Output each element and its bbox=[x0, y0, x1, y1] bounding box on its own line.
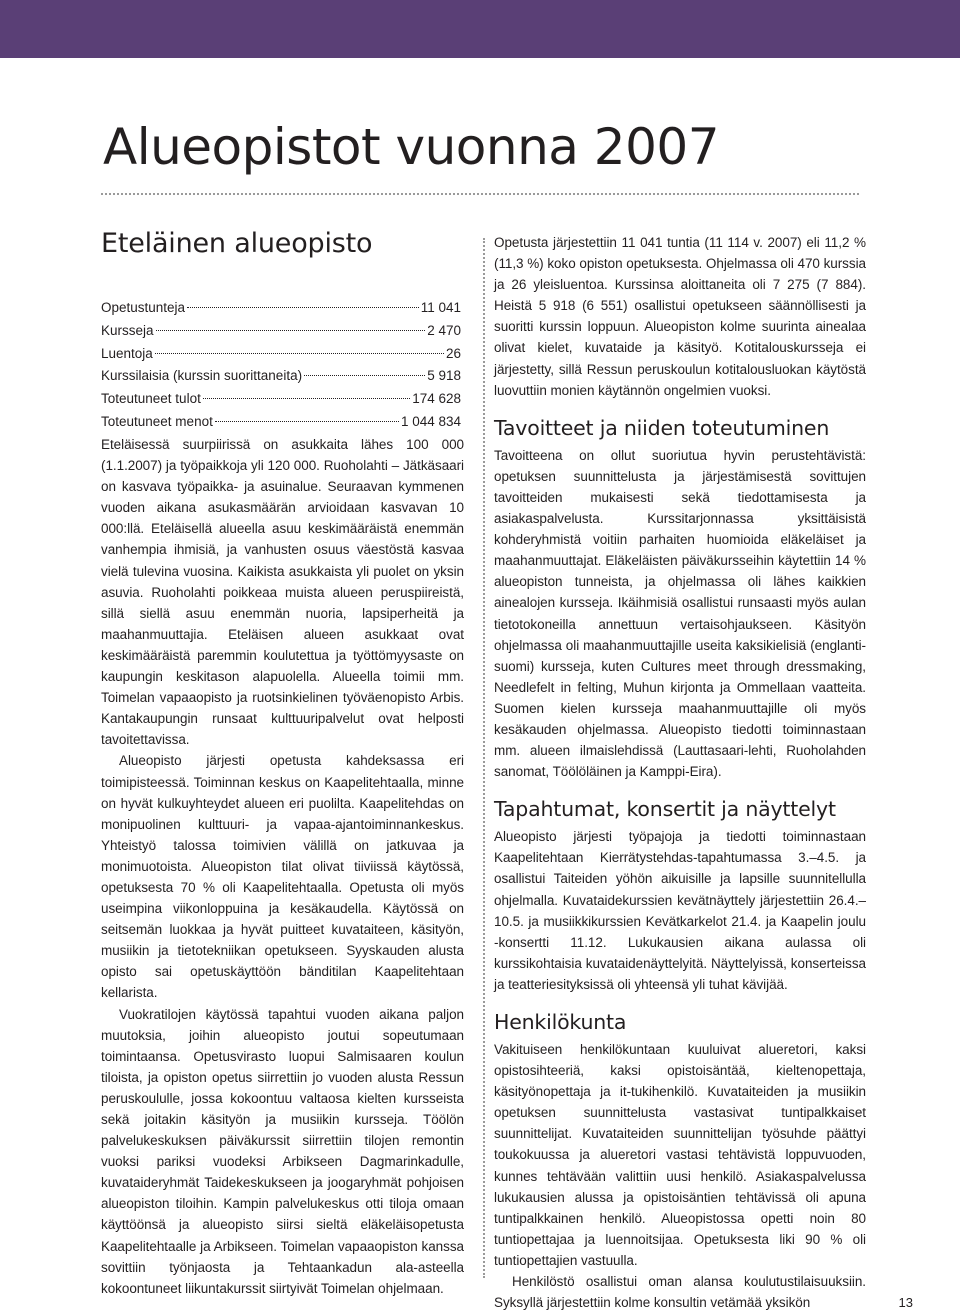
stat-value: 1 044 834 bbox=[400, 413, 461, 429]
stat-row-luentoja bbox=[101, 346, 461, 369]
paragraph: Opetusta järjestettiin 11 041 tuntia (11 114 v. 2007) eli 11,2 % (11,3 %) koko opiston opetuksesta. Ohjelmassa oli 470 kurssia ja 26 yleisluentoa. Kurssinsa aloittaneita oli 7 275 (7 884). Heistä 5 918 (6 551) osallistui opetukseen säännöllisesti ja suoritti kurssin loppuun. Alueopiston kolme suurinta ainealaa olivat kielet, kuvataide ja käsityö. Kotitalouskursseja ei järjestetty, sillä Ressun peruskoulun kotitalousluokan käytöstä luovuttiin monien käytännön ongelmien vuoksi. bbox=[494, 235, 866, 398]
right-text-column bbox=[494, 232, 866, 1313]
stat-row-opetustunteja bbox=[101, 300, 461, 323]
paragraph: Vuokratilojen käytössä tapahtui vuoden aikana paljon muutoksia, joihin alueopisto joutui sopeutumaan toimintaansa. Opetusvirasto luopui Salmisaaren koulun tiloista, ja opiston opetus siirrettiin jo vuoden alusta Ressun peruskoululle, jossa kokoontuu valtaosa kielten kursseista sekä joitakin käsityön ja musiikin kursseja. Töölön palvelukeskuksen päiväkurssit siirrettiin tilojen remontin vuoksi pariksi vuodeksi Arbikseen Dagmarinkadulle, kuvataideryhmät Taidekeskukseen ja joogaryhmät pohjoisen alueopiston tiloihin. Kampin palvelukeskus otti tiloja omaan käyttöönsä ja alueopisto siirsi sieltä eläkeläisopetusta Kaapelitehtaalle ja Arbikseen. Toimelan vapaaopiston kanssa sovittiin työnjaosta ja Tehtaankadun ala-asteella kokoontuneet liikuntakurssit siirtyivät Toimelan ohjelmaan. bbox=[101, 1006, 464, 1296]
column-divider bbox=[483, 238, 485, 1278]
stat-value: 174 628 bbox=[412, 391, 461, 407]
dot-leader bbox=[215, 421, 399, 422]
dot-leader bbox=[304, 375, 425, 376]
stat-label: Toteutuneet tulot bbox=[101, 391, 201, 407]
stat-value: 2 470 bbox=[427, 322, 461, 338]
dot-leader bbox=[156, 330, 426, 331]
paragraph: Vakituiseen henkilökuntaan kuuluivat alueretori, kaksi opistosihteeriä, kaksi opistoisäntää, kieltenopettaja, käsityönopettaja ja it-tukihenkilö. Kuvataiteiden ja musiikin opetuksen suunnittelusta vastasivat tuntipalkkaiset suunnittelijat. Kuvataiteiden suunnittelijan työsuhde päättyi toukokuussa ja alueretori vastasi tehtävistä loppuvuoden, kunnes tehtävään valittiin uusi henkilö. Asiakaspalvelussa lukukausien alussa ja opistoisäntien tehtävissä oli apuna tuntipalkkainen henkilö. Alueopistossa opetti noin 80 tuntiopettajaa ja luennoitsijaa. Opetuksesta liki 90 % oli tuntiopettajien vastuulla. bbox=[494, 1042, 866, 1268]
header-color-bar bbox=[0, 0, 960, 58]
stat-value: 26 bbox=[445, 345, 461, 361]
stat-value: 11 041 bbox=[420, 300, 461, 315]
title-divider bbox=[101, 193, 859, 195]
paragraph: Eteläisessä suurpiirissä on asukkaita lähes 100 000 (1.1.2007) ja työpaikkoja yli 120 000. Ruoholahti – Jätkäsaari on kasvava työpaikka- ja asuinalue. Seuraavan kymmenen vuoden aikana asukasmäärän arvioidaan kasvavan 10 000:llä. Eteläisellä alueella asuu keskimääräistä enemmän vanhempia ihmisiä, ja vanhusten osuus väestöstä kasvaa vielä tulevina vuosina. Kaikista asukkaista yli puolet on yksin asuvia. Ruoholahti poikkeaa muista alueen peruspiireistä, sillä siellä asuu enemmän nuoria, lapsiperheitä ja maahanmuuttajia. Eteläisen alueen asukkaat ovat keskimääräistä paremmin koulutettua ja työttömyysaste on kaupungin keskitason alapuolella. Alueella toimii mm. Toimelan vapaaopisto ja ruotsinkielinen työväenopisto Arbis. Kantakaupungin runsaat kulttuuripalvelut ovat helposti tavoitettavissa. bbox=[101, 437, 464, 748]
paragraph: Alueopisto järjesti työpajoja ja tiedotti toiminnastaan Kaapelitehtaan Kierrätystehdas-tapahtumassa 3.–4.5. ja osallistui Taiteiden yöhön aikuisille ja lapsille suunnitellulla ohjelmalla. Kuvataidekurssien kevätnäyttely järjestettiin 26.4.–10.5. ja musiikkikurssien Kevätkarkelot 21.4. ja Kaapelin joulu -konsertti 11.12. Lukukausien aikana aulassa oli kurssikohtaisia kuvataidenäyttelyitä. Näyttelyissä, konserteissa ja teatteriesityksissä oli yhteensä yli tuhat kävijää. bbox=[494, 829, 866, 992]
paragraph: Alueopisto järjesti opetusta kahdeksassa eri toimipisteessä. Toiminnan keskus on Kaapelitehtaalla, minne on hyvät kulkuyhteydet alueen eri puolilta. Kaapelitehdas on monipuolinen kulttuuri- ja vapaa-ajantoiminnankeskus. Yhteistyö talossa toimivien välillä on jatkuvaa ja monimuotoista. Alueopiston tilat olivat tiiviissä käytössä, opetuksesta 70 % oli Kaapelitehtaalla. Opetusta oli myös useimpina viikonloppuina ja kesäkaudella. Käytössä on seitsemän luokkaa ja hyvät puitteet kuvataiteen, käsityön, musiikin ja tietotekniikan opetukseen. Syyskauden alusta opisto sai opetuskäyttöön bänditilan Kaapelitehtaan kellarista. bbox=[101, 753, 464, 1001]
stat-label: Opetustunteja bbox=[101, 300, 186, 315]
stat-value: 5 918 bbox=[427, 368, 461, 384]
stat-row-tulot bbox=[101, 391, 461, 414]
statistics-list bbox=[101, 300, 461, 437]
left-text-column bbox=[101, 434, 464, 1299]
section-title: Eteläinen alueopisto bbox=[101, 228, 373, 259]
paragraph: Henkilöstö osallistui oman alansa koulutustilaisuuksiin. Syksyllä järjestettiin kolme konsultin vetämää yksikön bbox=[494, 1274, 866, 1311]
subheading-tavoitteet: Tavoitteet ja niiden toteutuminen bbox=[494, 415, 830, 440]
dot-leader bbox=[155, 353, 444, 354]
page-title: Alueopistot vuonna 2007 bbox=[103, 118, 720, 176]
stat-label: Kursseja bbox=[101, 322, 154, 338]
stat-label: Toteutuneet menot bbox=[101, 413, 213, 429]
stat-label: Kurssilaisia (kurssin suorittaneita) bbox=[101, 368, 303, 384]
subheading-tapahtumat: Tapahtumat, konsertit ja näyttelyt bbox=[494, 797, 836, 822]
dot-leader bbox=[203, 398, 410, 399]
page-number: 13 bbox=[898, 1295, 913, 1310]
dot-leader bbox=[187, 307, 419, 308]
stat-row-kursseja bbox=[101, 323, 461, 346]
subheading-henkilokunta: Henkilökunta bbox=[494, 1010, 627, 1034]
stat-label: Luentoja bbox=[101, 345, 153, 361]
stat-row-kurssilaisia bbox=[101, 368, 461, 391]
paragraph: Tavoitteena on ollut suoriutua hyvin perustehtävistä: opetuksen suunnittelusta ja järjestämisestä sovittujen tavoitteiden mukaisesti sekä tiedottamisesta ja asiakaspalvelusta. Kurssitarjonnassa yksittäisistä kohderyhmistä voitiin parhaiten huomioida eläkeläiset ja maahanmuuttajat. Eläkeläisten päiväkursseihin käytettiin 14 % alueopiston tunneista, ja ohjelmassa oli lähes kaikkien ainealojen kursseja. Ikäihmisiä osallistui runsaasti myös aulan tietotokoneilla annettuun vertaisohjaukseen. Käsityön ohjelmassa oli maahanmuuttajille useita kaksikielisiä (englanti-suomi) kursseja, kuten Cultures meet through dressmaking, Needlefelt in felting, Muhun kirjonta ja Ommellaan vaatteita. Suomen kielen kursseja maahanmuuttajille oli myös kesäkauden ohjelmassa. Alueopisto tiedotti toiminnastaan mm. alueen ilmaislehdissä (Lauttasaari-lehti, Ruoholahden sanomat, Töölöläinen ja Kamppi-Eira). bbox=[494, 447, 866, 780]
